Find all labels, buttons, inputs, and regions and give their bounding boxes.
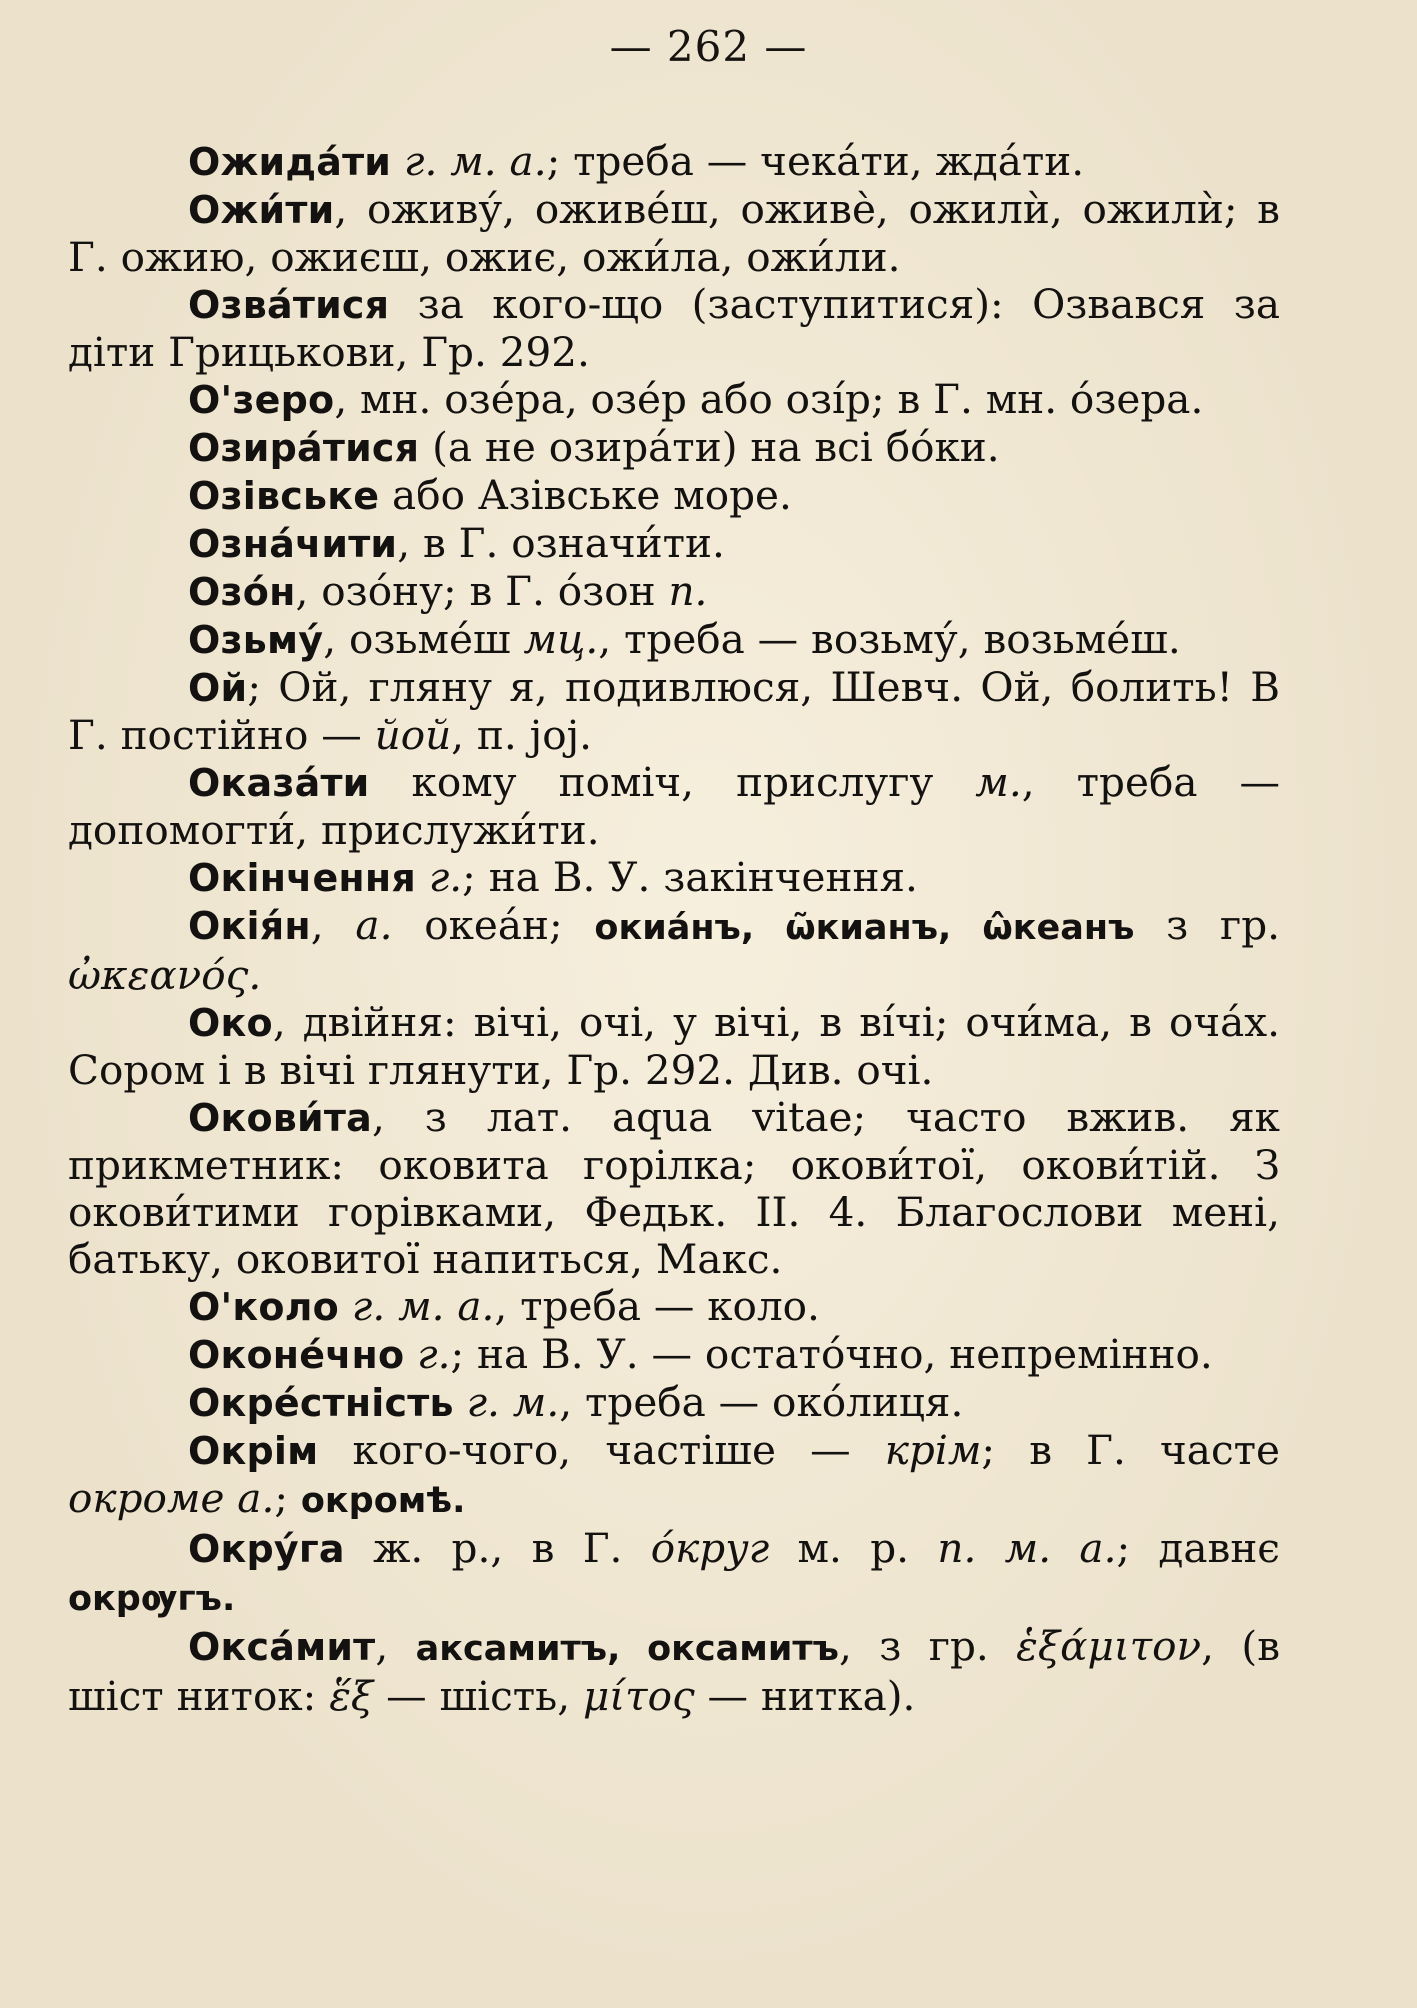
- entry-italic-text: м.: [975, 758, 1022, 806]
- entry-text: , (в шіст ниток:: [68, 1622, 1281, 1720]
- dictionary-entry: [68, 616, 1280, 664]
- entry-italic-text: п.: [668, 567, 708, 615]
- entry-text: , оживу́, оживе́ш, оживѐ, ожилѝ, ожилѝ; в Г. ожию, ожиєш, ожиє, ожи́ла, ожи́ли.: [68, 185, 1280, 281]
- entry-headword: Око: [188, 1001, 273, 1045]
- dictionary-entry: [68, 902, 1280, 999]
- entry-headword: Озва́тися: [188, 283, 390, 327]
- entry-text: , з лат. aqua vitae; часто вжив. як прикметник: оковита горілка; окови́тої, окови́тій. З окови́тими горівками, Федьк. II. 4. Благослови мені, батьку, оковитої напиться, Макс.: [68, 1093, 1280, 1283]
- dictionary-entry: [68, 854, 1280, 902]
- dictionary-entry: [68, 376, 1280, 424]
- entry-text: (а не озира́ти) на всі бо́ки.: [419, 423, 1000, 471]
- entry-text: , двійня: вічі, очі, у вічі, в ві́чі; очи́ма, в оча́х. Сором і в вічі глянути, Гр. 292. Див. очі.: [68, 998, 1280, 1094]
- entry-text: ; в Г. часте: [981, 1426, 1281, 1474]
- entry-italic-text: о́круг: [650, 1524, 770, 1572]
- entry-text: ; треба — чека́ти, жда́ти.: [546, 137, 1085, 185]
- entry-text: , озо́ну; в Г. о́зон: [295, 567, 669, 615]
- entry-old-spelling: окиа́нъ, ѡ̃кианъ, ѡ̂кеанъ: [594, 908, 1135, 948]
- entry-headword: О'коло: [188, 1285, 339, 1329]
- dictionary-entry: [68, 999, 1280, 1094]
- entry-italic-text: крім: [884, 1426, 982, 1474]
- entry-text: ;: [274, 1474, 301, 1522]
- entry-old-spelling: окрѹгъ.: [68, 1579, 236, 1619]
- entry-text: , п. joj.: [451, 711, 593, 759]
- entry-text: кому поміч, прислугу: [369, 758, 976, 806]
- entry-headword: Окія́н: [188, 904, 311, 948]
- entry-text: , треба — коло.: [494, 1282, 820, 1330]
- entry-italic-text: г. м. а.: [351, 1282, 495, 1330]
- entry-text: з гр.: [1134, 901, 1281, 949]
- entry-text: ; на В. У. — остато́чно, непремінно.: [450, 1330, 1213, 1378]
- entry-list: [68, 138, 1280, 1720]
- dictionary-entry: [68, 1331, 1280, 1379]
- dictionary-entry: [68, 520, 1280, 568]
- dictionary-entry: [68, 1379, 1280, 1427]
- entry-italic-text: μίτος: [582, 1672, 695, 1720]
- entry-text: , в Г. означи́ти.: [397, 519, 725, 567]
- entry-headword: Озо́н: [188, 570, 296, 614]
- entry-italic-text: ἑξάμιτον: [1016, 1622, 1202, 1670]
- entry-text: океа́н;: [392, 901, 595, 949]
- entry-headword: Озна́чити: [188, 522, 398, 566]
- entry-text: [404, 1330, 417, 1378]
- entry-headword: Окру́га: [188, 1527, 345, 1571]
- entry-text: м. р.: [769, 1524, 938, 1572]
- dictionary-entry: [68, 664, 1280, 759]
- entry-text: ; давнє: [1116, 1524, 1280, 1572]
- entry-headword: Оконе́чно: [188, 1333, 405, 1377]
- entry-text: ж. р., в Г.: [344, 1524, 651, 1572]
- entry-italic-text: п. м. а.: [937, 1524, 1117, 1572]
- dictionary-entry: [68, 186, 1280, 281]
- entry-text: , треба — возьму́, возьме́ш.: [598, 615, 1181, 663]
- dictionary-entry: [68, 1427, 1280, 1525]
- dictionary-entry: [68, 472, 1280, 520]
- entry-text: , треба — око́лиця.: [559, 1378, 964, 1426]
- entry-headword: Окови́та: [188, 1096, 372, 1140]
- entry-italic-text: г. м. а.: [404, 137, 547, 185]
- dictionary-entry: [68, 424, 1280, 472]
- entry-headword: Озьму́: [188, 618, 324, 662]
- entry-headword: Оказа́ти: [188, 761, 370, 805]
- entry-italic-text: окроме а.: [68, 1474, 275, 1522]
- entry-italic-text: г. м.: [466, 1378, 560, 1426]
- entry-italic-text: ὠκεανός.: [68, 951, 262, 999]
- page-number: — 262 —: [609, 22, 808, 71]
- entry-text: , озьме́ш: [323, 615, 524, 663]
- dictionary-entry: [68, 281, 1280, 376]
- entry-headword: Озира́тися: [188, 426, 420, 470]
- entry-text: ; на В. У. закінчення.: [462, 853, 918, 901]
- entry-headword: Окса́мит: [188, 1625, 376, 1669]
- entry-headword: Окре́стність: [188, 1381, 454, 1425]
- entry-text: [454, 1378, 467, 1426]
- entry-headword: О'зеро: [188, 378, 335, 422]
- entry-text: — шість,: [373, 1672, 583, 1720]
- entry-italic-text: а.: [355, 901, 393, 949]
- entry-italic-text: г.: [417, 1330, 451, 1378]
- entry-text: — нитка).: [694, 1672, 916, 1720]
- entry-italic-text: г.: [428, 853, 463, 901]
- entry-text: ,: [375, 1622, 416, 1670]
- entry-text: ; Ой, гляну я, подивлюся, Шевч. Ой, болить! В Г. постійно —: [68, 663, 1280, 759]
- dictionary-entry: [68, 1283, 1280, 1331]
- entry-text: [416, 853, 429, 901]
- entry-text: [391, 137, 404, 185]
- entry-text: або Азівське море.: [379, 471, 792, 519]
- entry-headword: Ожи́ти: [188, 188, 335, 232]
- entry-text: , мн. озе́ра, озе́р або озі́р; в Г. мн. о́зера.: [334, 375, 1204, 423]
- entry-italic-text: мц.: [523, 615, 599, 663]
- entry-text: , з гр.: [838, 1622, 1017, 1670]
- entry-headword: Окрім: [188, 1429, 319, 1473]
- entry-headword: Ожида́ти: [188, 140, 392, 184]
- entry-italic-text: ἕξ: [329, 1672, 374, 1720]
- entry-text: ,: [310, 901, 356, 949]
- entry-headword: Окінчення: [188, 856, 416, 900]
- dictionary-entry: [68, 1525, 1280, 1623]
- entry-italic-text: йой: [374, 711, 452, 759]
- entry-text: кого-чого, частіше —: [318, 1426, 885, 1474]
- dictionary-entry: [68, 568, 1280, 616]
- entry-old-spelling: окромѣ.: [300, 1481, 466, 1521]
- entry-old-spelling: аксамитъ, оксамитъ: [415, 1629, 839, 1669]
- entry-text: , треба — допомогти́, прислужи́ти.: [68, 758, 1280, 854]
- dictionary-entry: [68, 1623, 1280, 1720]
- entry-headword: Озівське: [188, 474, 380, 518]
- dictionary-entry: [68, 759, 1280, 854]
- entry-text: за кого-що (заступитися): Озвався за діти Грицькови, Гр. 292.: [68, 280, 1280, 376]
- dictionary-entry: [68, 138, 1280, 186]
- dictionary-entry: [68, 1094, 1280, 1283]
- entry-headword: Ой: [188, 666, 248, 710]
- entry-text: [339, 1282, 352, 1330]
